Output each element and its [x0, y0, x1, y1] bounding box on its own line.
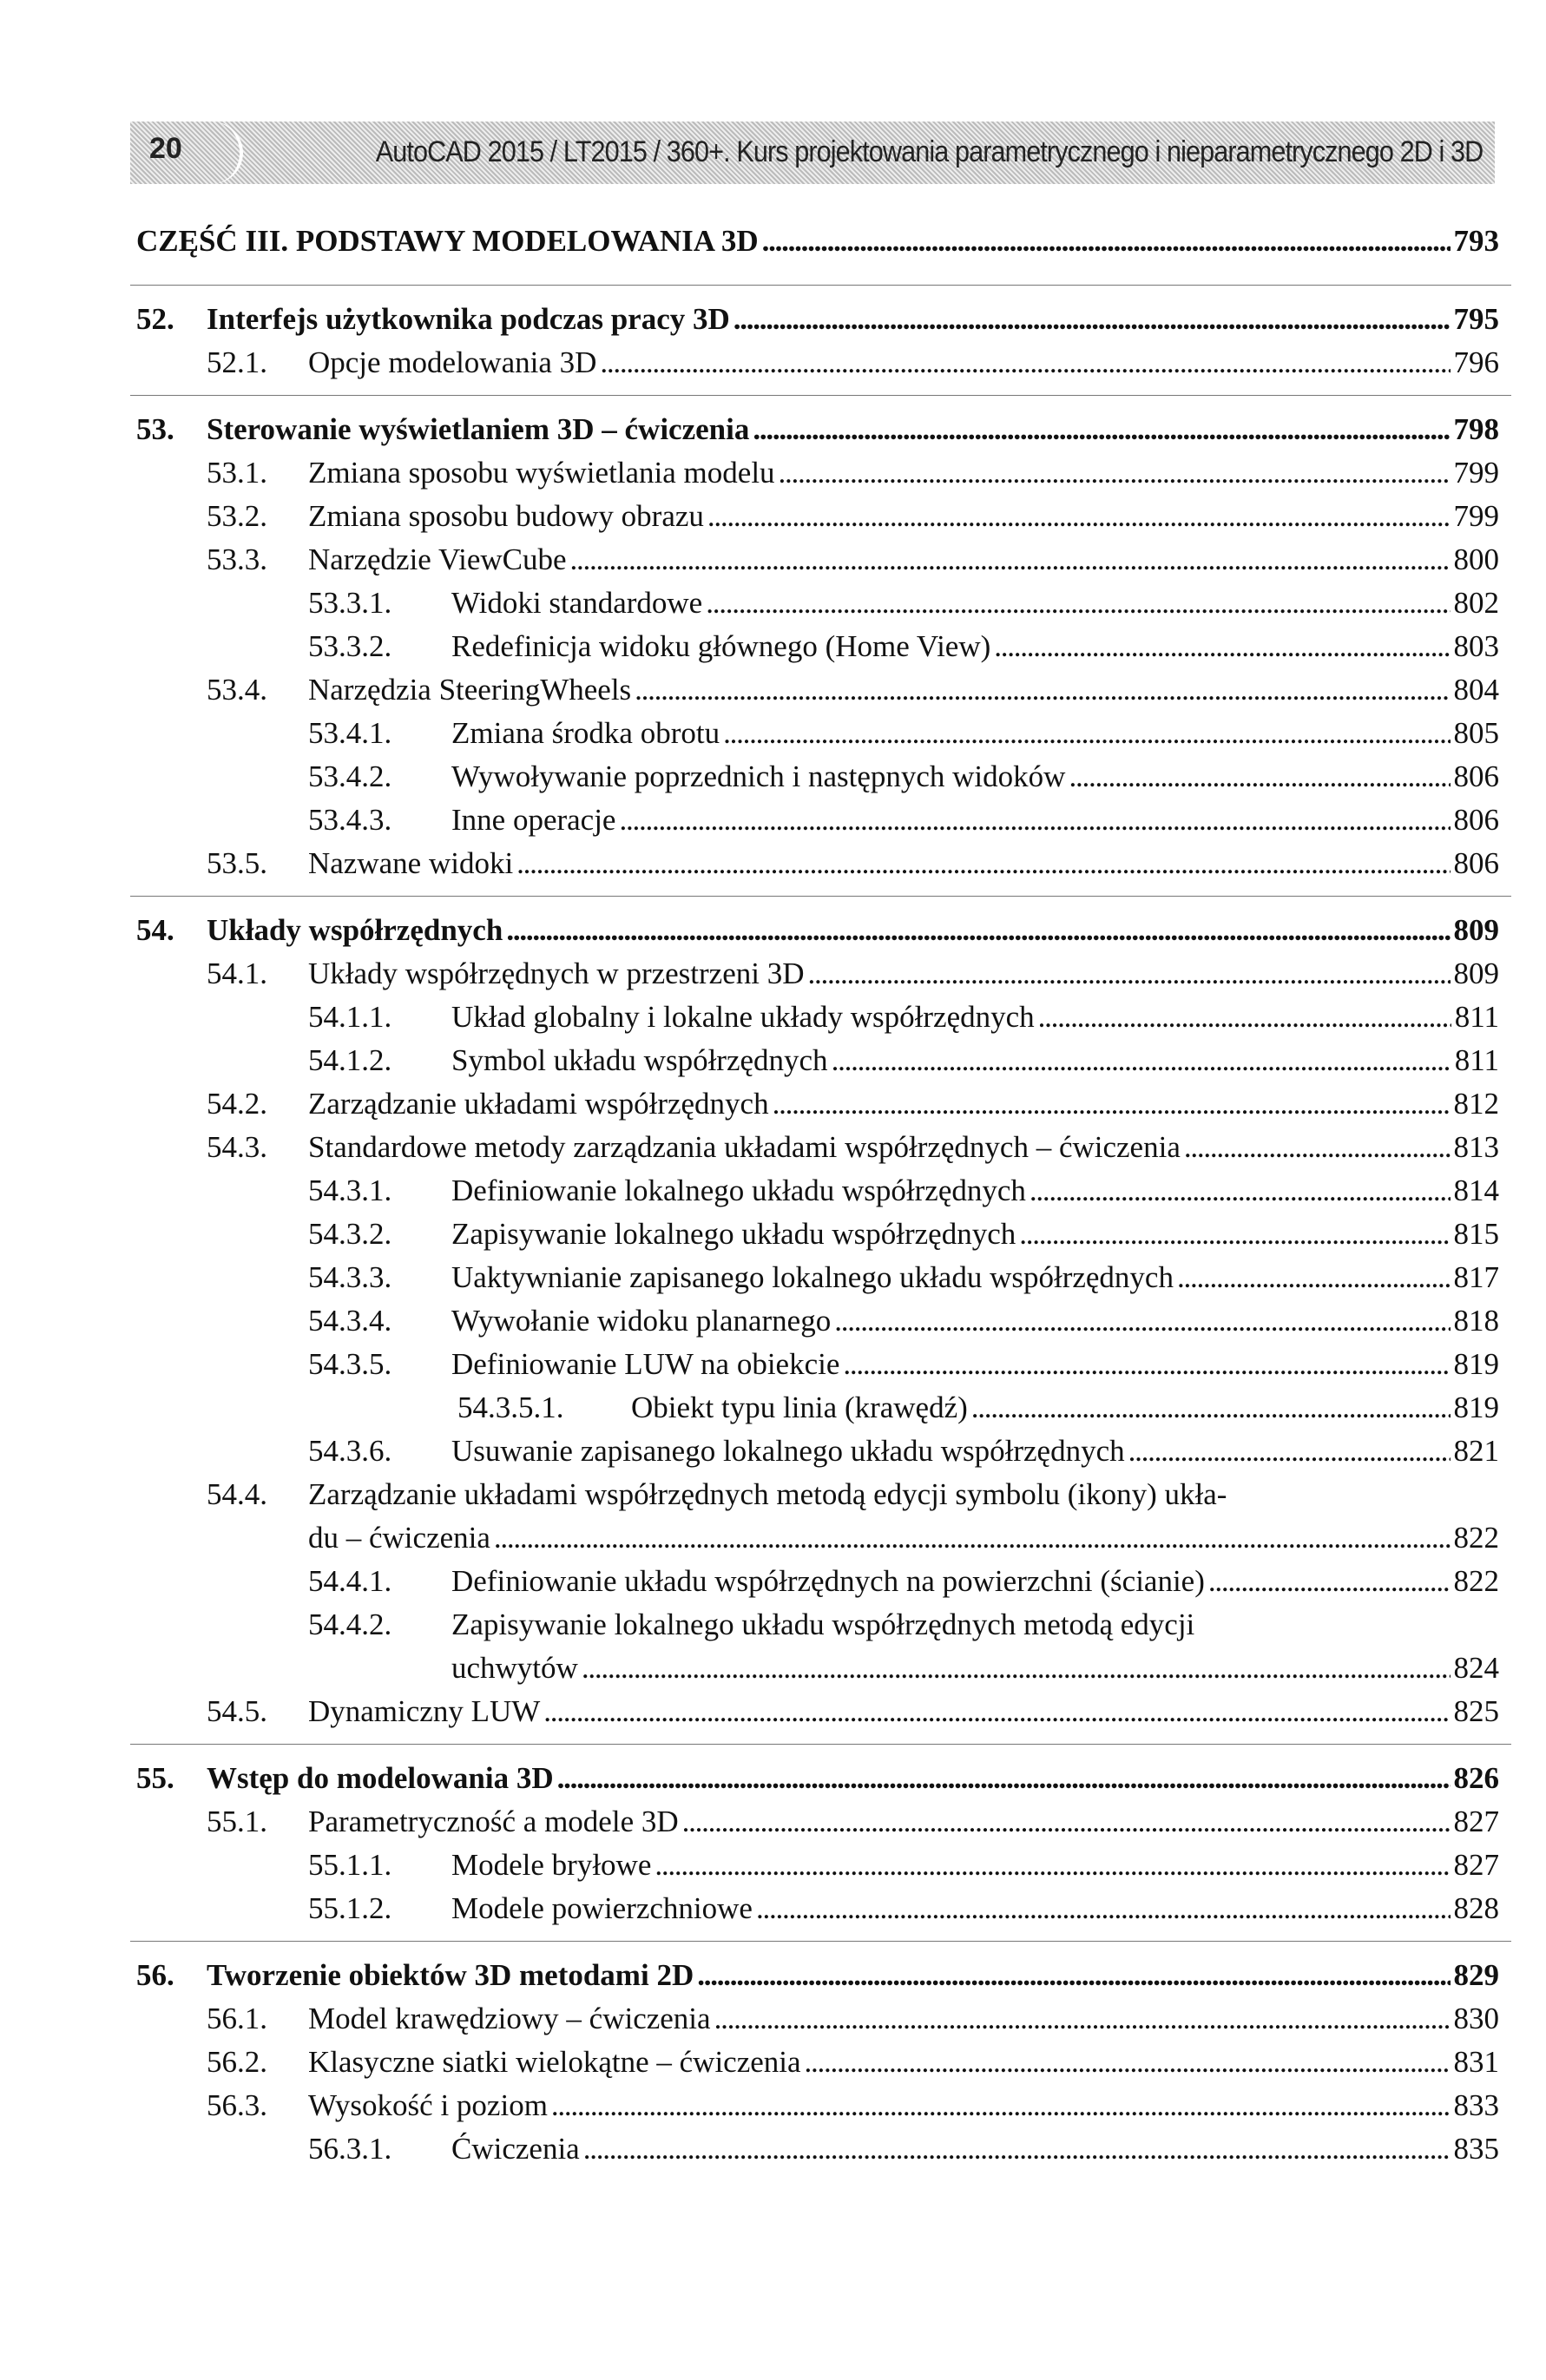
entry-page: 796 — [1453, 345, 1499, 379]
entry-number: 54.3.5.1. — [457, 1391, 564, 1424]
toc-entry[interactable] — [130, 1343, 1511, 1386]
entry-number: 54.1.1. — [308, 1000, 392, 1034]
leader-dots — [543, 1690, 1450, 1733]
leader-dots — [773, 1082, 1451, 1126]
toc-entry[interactable] — [130, 1386, 1511, 1430]
leader-dots — [994, 625, 1450, 668]
entry-page: 812 — [1453, 1087, 1499, 1121]
leader-dots — [734, 298, 1451, 341]
leader-dots — [807, 952, 1450, 996]
toc-entry[interactable] — [130, 408, 1511, 451]
entry-page: 824 — [1453, 1651, 1499, 1685]
book-title: AutoCAD 2015 / LT2015 / 360+. Kurs projektowania parametrycznego i nieparametrycznego 2D i 3D — [375, 135, 1483, 168]
toc-entry[interactable] — [130, 1126, 1511, 1169]
toc-entry[interactable] — [130, 298, 1511, 341]
entry-number: 53.1. — [207, 456, 267, 490]
toc-entry[interactable] — [130, 538, 1511, 582]
leader-dots — [655, 1844, 1450, 1887]
entry-page: 806 — [1453, 803, 1499, 837]
entry-number: 54.3.5. — [308, 1347, 392, 1381]
entry-title: Zarządzanie układami współrzędnych — [308, 1087, 769, 1121]
entry-number: 55.1.1. — [308, 1848, 392, 1882]
toc-entry[interactable] — [130, 1757, 1511, 1800]
toc-entry[interactable] — [130, 842, 1511, 885]
entry-page: 833 — [1453, 2088, 1499, 2122]
toc-entry[interactable] — [130, 1430, 1511, 1473]
toc-entry[interactable] — [130, 1256, 1511, 1299]
entry-page: 818 — [1453, 1304, 1499, 1338]
entry-page: 803 — [1453, 629, 1499, 663]
entry-title: Opcje modelowania 3D — [308, 345, 597, 379]
entry-page: 804 — [1453, 673, 1499, 707]
leader-dots — [971, 1386, 1451, 1430]
entry-number: 54.1. — [207, 957, 267, 990]
toc-entry[interactable] — [130, 1299, 1511, 1343]
entry-title: Zapisywanie lokalnego układu współrzędnych — [451, 1217, 1016, 1251]
leader-dots — [551, 2084, 1451, 2127]
toc-entry[interactable] — [130, 952, 1511, 996]
entry-number: 56. — [136, 1958, 174, 1992]
entry-number: 56.2. — [207, 2045, 267, 2079]
leader-dots — [619, 799, 1450, 842]
entry-title: Usuwanie zapisanego lokalnego układu współrzędnych — [451, 1434, 1125, 1468]
entry-number: 53.3.1. — [308, 586, 392, 620]
toc-chapter-section — [130, 1941, 1511, 2171]
entry-page: 831 — [1453, 2045, 1499, 2079]
toc-entry[interactable] — [130, 1560, 1511, 1603]
entry-page: 822 — [1453, 1564, 1499, 1598]
entry-title: Sterowanie wyświetlaniem 3D – ćwiczenia — [207, 412, 750, 446]
entry-page: 825 — [1453, 1694, 1499, 1728]
entry-title: du – ćwiczenia — [308, 1521, 490, 1555]
leader-dots — [570, 538, 1451, 582]
entry-page: 811 — [1454, 1043, 1499, 1077]
running-header — [130, 122, 1495, 184]
entry-title: Widoki standardowe — [451, 586, 703, 620]
toc-entry[interactable] — [130, 668, 1511, 712]
entry-title: Wstęp do modelowania 3D — [207, 1761, 554, 1795]
toc-entry[interactable] — [130, 1844, 1511, 1887]
entry-title: Narzędzia SteeringWheels — [308, 673, 632, 707]
leader-dots — [706, 582, 1450, 625]
entry-page: 802 — [1453, 586, 1499, 620]
entry-number: 54.4.2. — [308, 1607, 392, 1641]
entry-title: Zarządzanie układami współrzędnych metodą edycji symbolu (ikony) ukła- — [308, 1477, 1227, 1511]
leader-dots — [1038, 996, 1451, 1039]
toc-entry[interactable] — [130, 1603, 1511, 1647]
entry-number: 54.3.3. — [308, 1260, 392, 1294]
toc-entry[interactable] — [130, 2127, 1511, 2171]
entry-page: 795 — [1453, 302, 1499, 336]
entry-number: 54.1.2. — [308, 1043, 392, 1077]
toc-entry[interactable] — [130, 1082, 1511, 1126]
entry-title: Redefinicja widoku głównego (Home View) — [451, 629, 991, 663]
toc-entry[interactable] — [130, 495, 1511, 538]
leader-dots — [723, 712, 1450, 755]
leader-dots — [583, 2127, 1451, 2171]
part-page: 793 — [1453, 224, 1499, 258]
toc-part-heading[interactable] — [0, 217, 1546, 266]
entry-page: 811 — [1454, 1000, 1499, 1034]
toc-chapter-section — [130, 1744, 1511, 1930]
entry-page: 813 — [1453, 1130, 1499, 1164]
entry-number: 53.3. — [207, 542, 267, 576]
entry-number: 53.3.2. — [308, 629, 392, 663]
toc-entry[interactable] — [130, 909, 1511, 952]
entry-number: 52.1. — [207, 345, 267, 379]
toc-entry[interactable] — [130, 799, 1511, 842]
header-separator — [208, 122, 243, 184]
leader-dots — [557, 1757, 1451, 1800]
entry-number: 54.2. — [207, 1087, 267, 1121]
entry-title: Układy współrzędnych w przestrzeni 3D — [308, 957, 805, 990]
leader-dots — [635, 668, 1450, 712]
leader-dots — [1128, 1430, 1451, 1473]
toc-entry[interactable] — [130, 1647, 1511, 1690]
leader-dots — [1184, 1126, 1451, 1169]
leader-dots — [753, 408, 1450, 451]
leader-dots — [762, 224, 1451, 259]
entry-page: 799 — [1453, 456, 1499, 490]
toc-entry[interactable] — [130, 755, 1511, 799]
entry-page: 819 — [1453, 1391, 1499, 1424]
leader-dots — [1019, 1213, 1450, 1256]
entry-title: Wysokość i poziom — [308, 2088, 548, 2122]
toc-entry[interactable] — [130, 1473, 1511, 1516]
leader-dots — [697, 1954, 1450, 1997]
leader-dots — [1030, 1169, 1451, 1213]
toc-entry[interactable] — [130, 1039, 1511, 1082]
entry-title: Zmiana sposobu budowy obrazu — [308, 499, 704, 533]
entry-title: Zmiana środka obrotu — [451, 716, 720, 750]
entry-title: Dynamiczny LUW — [308, 1694, 541, 1728]
leader-dots — [714, 1997, 1451, 2041]
entry-title: Układy współrzędnych — [207, 913, 503, 947]
entry-page: 799 — [1453, 499, 1499, 533]
entry-title: Inne operacje — [451, 803, 616, 837]
entry-page: 800 — [1453, 542, 1499, 576]
entry-number: 54.4.1. — [308, 1564, 392, 1598]
leader-dots — [582, 1647, 1451, 1690]
leader-dots — [682, 1800, 1451, 1844]
entry-page: 814 — [1453, 1174, 1499, 1207]
entry-number: 54.3.4. — [308, 1304, 392, 1338]
entry-title: Interfejs użytkownika podczas pracy 3D — [207, 302, 730, 336]
entry-title: Wywołanie widoku planarnego — [451, 1304, 832, 1338]
leader-dots — [1069, 755, 1450, 799]
entry-number: 54.4. — [207, 1477, 267, 1511]
entry-number: 56.1. — [207, 2002, 267, 2035]
toc-entry[interactable] — [130, 1213, 1511, 1256]
entry-number: 55.1.2. — [308, 1891, 392, 1925]
entry-number: 54.3.1. — [308, 1174, 392, 1207]
leader-dots — [1177, 1256, 1451, 1299]
toc-entry[interactable] — [130, 625, 1511, 668]
entry-title: Ćwiczenia — [451, 2132, 580, 2166]
toc-entry[interactable] — [130, 2084, 1511, 2127]
entry-number: 56.3.1. — [308, 2132, 392, 2166]
entry-title: Wywoływanie poprzednich i następnych widoków — [451, 759, 1066, 793]
toc-entry[interactable] — [130, 1800, 1511, 1844]
entry-number: 53.4. — [207, 673, 267, 707]
toc-entry[interactable] — [130, 451, 1511, 495]
entry-number: 53.4.3. — [308, 803, 392, 837]
entry-number: 54.5. — [207, 1694, 267, 1728]
leader-dots — [779, 451, 1451, 495]
entry-page: 806 — [1453, 846, 1499, 880]
entry-page: 822 — [1453, 1521, 1499, 1555]
entry-page: 828 — [1453, 1891, 1499, 1925]
entry-number: 53.4.1. — [308, 716, 392, 750]
toc-chapter-section — [130, 896, 1511, 1733]
entry-page: 798 — [1453, 412, 1499, 446]
leader-dots — [506, 909, 1450, 952]
entry-page: 819 — [1453, 1347, 1499, 1381]
leader-dots — [600, 341, 1450, 385]
entry-title: Modele bryłowe — [451, 1848, 652, 1882]
entry-title: Tworzenie obiektów 3D metodami 2D — [207, 1958, 694, 1992]
entry-title: Zapisywanie lokalnego układu współrzędnych metodą edycji — [451, 1607, 1195, 1641]
table-of-contents — [0, 217, 1546, 2171]
entry-title: Obiekt typu linia (krawędź) — [631, 1391, 968, 1424]
leader-dots — [843, 1343, 1450, 1386]
entry-page: 829 — [1453, 1958, 1499, 1992]
entry-title: Uaktywnianie zapisanego lokalnego układu współrzędnych — [451, 1260, 1174, 1294]
toc-entry[interactable] — [130, 1169, 1511, 1213]
entry-title: Definiowanie LUW na obiekcie — [451, 1347, 840, 1381]
entry-number: 53.2. — [207, 499, 267, 533]
entry-number: 54.3. — [207, 1130, 267, 1164]
leader-dots — [516, 842, 1450, 885]
toc-entry[interactable] — [130, 341, 1511, 385]
entry-title: Układ globalny i lokalne układy współrzędnych — [451, 1000, 1035, 1034]
entry-page: 835 — [1453, 2132, 1499, 2166]
entry-title: Model krawędziowy – ćwiczenia — [308, 2002, 711, 2035]
entry-page: 806 — [1453, 759, 1499, 793]
entry-title: Nazwane widoki — [308, 846, 514, 880]
leader-dots — [834, 1299, 1450, 1343]
page-number: 20 — [149, 132, 182, 165]
entry-number: 54.3.6. — [308, 1434, 392, 1468]
toc-entry[interactable] — [130, 1516, 1511, 1560]
entry-page: 809 — [1453, 913, 1499, 947]
entry-page: 830 — [1453, 2002, 1499, 2035]
leader-dots — [832, 1039, 1451, 1082]
toc-chapter-section — [130, 395, 1511, 885]
entry-page: 805 — [1453, 716, 1499, 750]
entry-page: 817 — [1453, 1260, 1499, 1294]
toc-chapter-section — [130, 285, 1511, 385]
entry-title: Standardowe metody zarządzania układami współrzędnych – ćwiczenia — [308, 1130, 1181, 1164]
entry-number: 53. — [136, 412, 174, 446]
entry-title: Klasyczne siatki wielokątne – ćwiczenia — [308, 2045, 801, 2079]
leader-dots — [1208, 1560, 1451, 1603]
part-title: CZĘŚĆ III. PODSTAWY MODELOWANIA 3D — [136, 224, 759, 258]
entry-title: Definiowanie układu współrzędnych na powierzchni (ścianie) — [451, 1564, 1205, 1598]
entry-number: 55.1. — [207, 1805, 267, 1838]
entry-page: 821 — [1453, 1434, 1499, 1468]
entry-title: Symbol układu współrzędnych — [451, 1043, 828, 1077]
leader-dots — [494, 1516, 1451, 1560]
entry-title: uchwytów — [451, 1651, 578, 1685]
toc-entry[interactable] — [130, 582, 1511, 625]
entry-page: 826 — [1453, 1761, 1499, 1795]
toc-entry[interactable] — [130, 996, 1511, 1039]
leader-dots — [707, 495, 1451, 538]
entry-title: Narzędzie ViewCube — [308, 542, 567, 576]
leader-dots — [756, 1887, 1451, 1930]
entry-number: 53.4.2. — [308, 759, 392, 793]
entry-number: 56.3. — [207, 2088, 267, 2122]
toc-entry[interactable] — [130, 1997, 1511, 2041]
toc-entry[interactable] — [130, 712, 1511, 755]
toc-entry[interactable] — [130, 1954, 1511, 1997]
toc-entry[interactable] — [130, 2041, 1511, 2084]
entry-page: 809 — [1453, 957, 1499, 990]
entry-number: 55. — [136, 1761, 174, 1795]
entry-title: Modele powierzchniowe — [451, 1891, 753, 1925]
entry-number: 53.5. — [207, 846, 267, 880]
toc-entry[interactable] — [130, 1887, 1511, 1930]
leader-dots — [805, 2041, 1451, 2084]
entry-page: 815 — [1453, 1217, 1499, 1251]
entry-title: Definiowanie lokalnego układu współrzędnych — [451, 1174, 1026, 1207]
entry-title: Zmiana sposobu wyświetlania modelu — [308, 456, 775, 490]
entry-page: 827 — [1453, 1805, 1499, 1838]
entry-number: 52. — [136, 302, 174, 336]
entry-title: Parametryczność a modele 3D — [308, 1805, 679, 1838]
entry-number: 54. — [136, 913, 174, 947]
entry-number: 54.3.2. — [308, 1217, 392, 1251]
toc-entry[interactable] — [130, 1690, 1511, 1733]
entry-page: 827 — [1453, 1848, 1499, 1882]
